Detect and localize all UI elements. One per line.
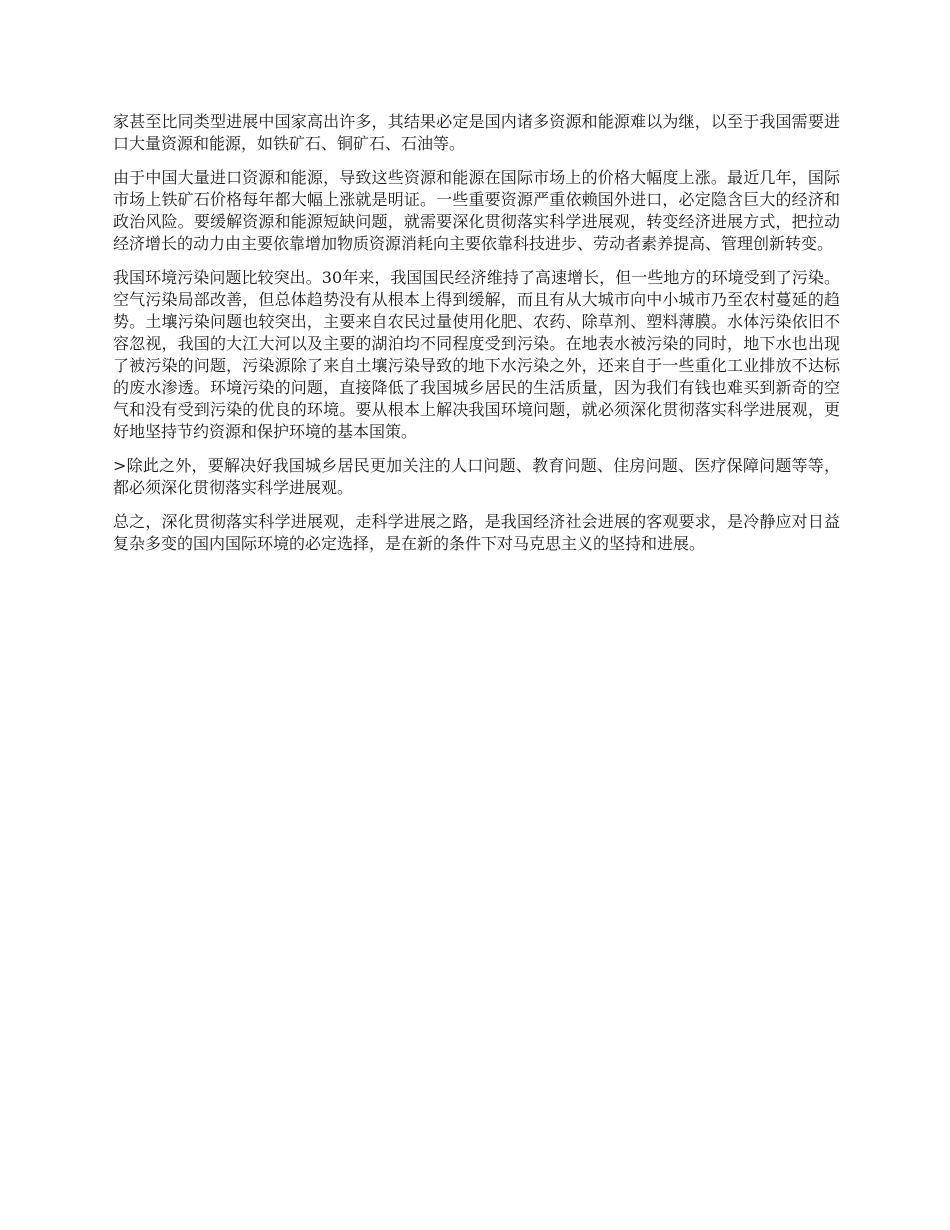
document-page [113,111,840,567]
paragraph-other-issues: >除此之外，要解决好我国城乡居民更加关注的人口问题、教育问题、住房问题、医疗保障问题等等，都必须深化贯彻落实科学进展观。 [113,456,840,497]
paragraph-price-rise: 由于中国大量进口资源和能源，导致这些资源和能源在国际市场上的价格大幅度上涨。最近几年，国际市场上铁矿石价格每年都大幅上涨就是明证。一些重要资源严重依赖国外进口，必定隐含巨大的经济和政治风险。要缓解资源和能源短缺问题，就需要深化贯彻落实科学进展观，转变经济进展方式，把拉动经济增长的动力由主要依靠增加物质资源消耗向主要依靠科技进步、劳动者素养提高、管理创新转变。 [113,168,840,253]
paragraph-resource-import: 家甚至比同类型进展中国家高出许多，其结果必定是国内诸多资源和能源难以为继，以至于我国需要进口大量资源和能源，如铁矿石、铜矿石、石油等。 [113,112,840,153]
paragraph-conclusion: 总之，深化贯彻落实科学进展观，走科学进展之路，是我国经济社会进展的客观要求，是冷静应对日益复杂多变的国内国际环境的必定选择，是在新的条件下对马克思主义的坚持和进展。 [113,512,840,553]
paragraph-environment-pollution: 我国环境污染问题比较突出。30年来，我国国民经济维持了高速增长，但一些地方的环境受到了污染。空气污染局部改善，但总体趋势没有从根本上得到缓解，而且有从大城市向中小城市乃至农村蔓延的趋势。土壤污染问题也较突出，主要来自农民过量使用化肥、农药、除草剂、塑料薄膜。水体污染依旧不容忽视，我国的大江大河以及主要的湖泊均不同程度受到污染。在地表水被污染的同时，地下水也出现了被污染的问题，污染源除了来自土壤污染导致的地下水污染之外，还来自于一些重化工业排放不达标的废水渗透。环境污染的问题，直接降低了我国城乡居民的生活质量，因为我们有钱也难买到新奇的空气和没有受到污染的优良的环境。要从根本上解决我国环境问题，就必须深化贯彻落实科学进展观，更好地坚持节约资源和保护环境的基本国策。 [113,268,840,441]
